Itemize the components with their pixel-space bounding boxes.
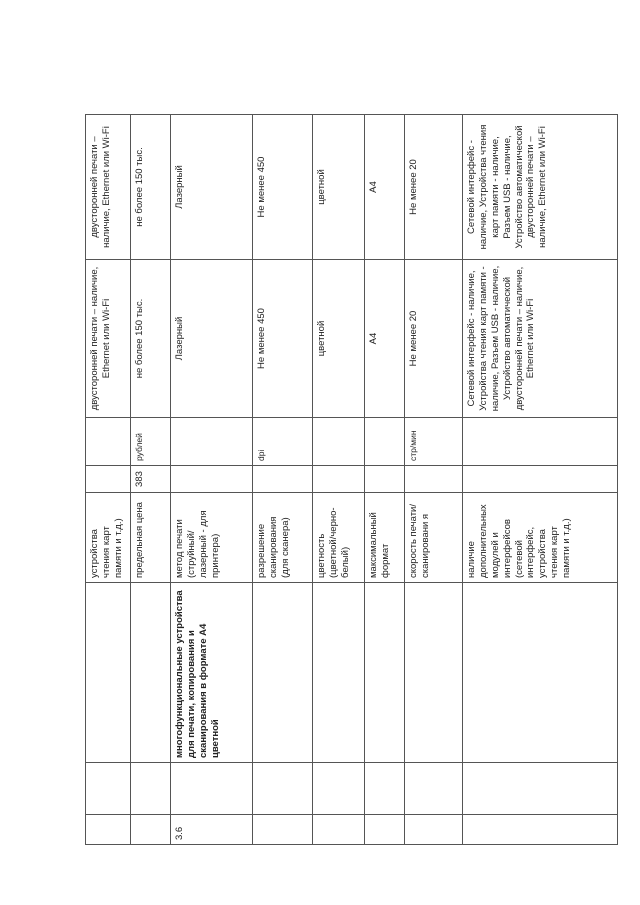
table-row <box>253 115 313 845</box>
empty-cell <box>86 763 131 815</box>
code-cell <box>86 466 131 493</box>
row-number-cell <box>463 815 618 845</box>
code-cell <box>253 466 313 493</box>
specification-table <box>85 114 618 845</box>
characteristic-cell: устройства чтения карт памяти и т.д.) <box>86 493 131 583</box>
value-cell: двусторонней печати – наличие, Ethernet или Wi-Fi <box>86 115 131 260</box>
value-cell: Не менее 450 <box>253 115 313 260</box>
characteristic-cell: метод печати (струйный/лазерный - для принтера) <box>171 493 253 583</box>
value-cell: Сетевой интерфейс - наличие, Устройства чтения карт памяти - наличие, Разъем USB - наличие, Устройство автоматической двусторонней печати – наличие, Ethernet или Wi-Fi <box>463 115 618 260</box>
value-cell: Не менее 450 <box>253 260 313 418</box>
value-cell: Лазерный <box>171 115 253 260</box>
item-name-cell <box>365 583 405 763</box>
characteristic-cell: максимальный формат <box>365 493 405 583</box>
value-cell: не более 150 тыс. <box>131 115 171 260</box>
row-number-cell <box>313 815 365 845</box>
table-row <box>171 115 253 845</box>
unit-cell: dpi <box>253 418 313 466</box>
empty-cell <box>313 763 365 815</box>
table-row <box>365 115 405 845</box>
value-cell: Лазерный <box>171 260 253 418</box>
code-cell: 383 <box>131 466 171 493</box>
empty-cell <box>253 763 313 815</box>
value-cell: Не менее 20 <box>405 260 463 418</box>
item-name-cell <box>131 583 171 763</box>
value-cell: цветной <box>313 115 365 260</box>
item-name-cell <box>463 583 618 763</box>
characteristic-cell: наличие дополнительных модулей и интерфейсов (сетевой интерфейс, устройства чтения карт памяти и т.д.) <box>463 493 618 583</box>
item-name-cell <box>86 583 131 763</box>
table-row <box>131 115 171 845</box>
rotated-table-wrapper <box>85 115 617 845</box>
table-row <box>405 115 463 845</box>
value-cell: А4 <box>365 260 405 418</box>
value-cell: не более 150 тыс. <box>131 260 171 418</box>
unit-cell <box>463 418 618 466</box>
value-cell: Сетевой интерфейс - наличие, Устройства чтения карт памяти - наличие, Разъем USB - наличие, Устройство автоматической двусторонней печати – наличие, Ethernet или Wi-Fi <box>463 260 618 418</box>
code-cell <box>313 466 365 493</box>
characteristic-cell: скорость печати/сканировани я <box>405 493 463 583</box>
item-name-cell <box>313 583 365 763</box>
table-row <box>463 115 618 845</box>
value-cell: двусторонней печати – наличие, Ethernet или Wi-Fi <box>86 260 131 418</box>
empty-cell <box>131 763 171 815</box>
row-number-cell <box>253 815 313 845</box>
empty-cell <box>463 763 618 815</box>
row-number-cell: 3.6 <box>171 815 253 845</box>
item-name-cell <box>405 583 463 763</box>
code-cell <box>171 466 253 493</box>
characteristic-cell: цветность (цветной/черно-белый) <box>313 493 365 583</box>
code-cell <box>463 466 618 493</box>
row-number-cell <box>86 815 131 845</box>
unit-cell <box>171 418 253 466</box>
empty-cell <box>365 763 405 815</box>
row-number-cell <box>131 815 171 845</box>
characteristic-cell: предельная цена <box>131 493 171 583</box>
empty-cell <box>405 763 463 815</box>
unit-cell <box>313 418 365 466</box>
table-row <box>86 115 131 845</box>
unit-cell: стр/мин <box>405 418 463 466</box>
characteristic-cell: разрешение сканирования (для сканера) <box>253 493 313 583</box>
value-cell: А4 <box>365 115 405 260</box>
item-name-cell: многофункциональные устройства для печати, копирования и сканирования в формате А4 цветной <box>171 583 253 763</box>
item-name-cell <box>253 583 313 763</box>
code-cell <box>405 466 463 493</box>
row-number-cell <box>365 815 405 845</box>
unit-cell <box>86 418 131 466</box>
value-cell: цветной <box>313 260 365 418</box>
empty-cell <box>171 763 253 815</box>
code-cell <box>365 466 405 493</box>
row-number-cell <box>405 815 463 845</box>
table-row <box>313 115 365 845</box>
unit-cell: рублей <box>131 418 171 466</box>
value-cell: Не менее 20 <box>405 115 463 260</box>
unit-cell <box>365 418 405 466</box>
